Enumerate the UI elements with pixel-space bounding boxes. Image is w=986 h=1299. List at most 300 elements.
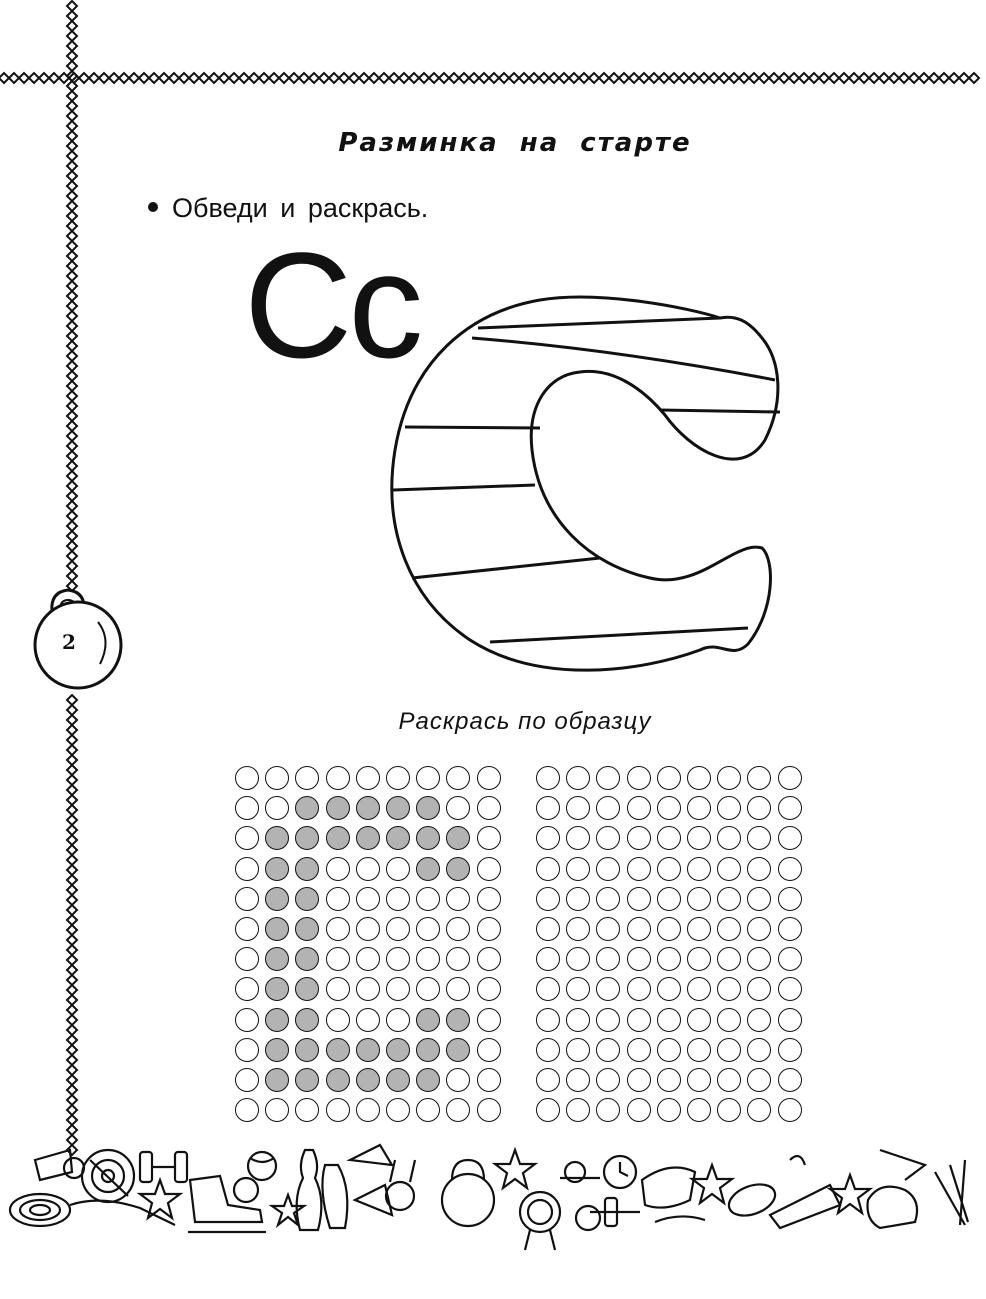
- chain-link: [569, 73, 579, 83]
- grid-dot: [235, 857, 259, 881]
- chain-link: [67, 995, 77, 1005]
- chain-link: [229, 73, 239, 83]
- chain-link: [67, 391, 77, 401]
- chain-link: [67, 231, 77, 241]
- chain-link: [67, 101, 77, 111]
- chain-link: [67, 251, 77, 261]
- grid-dot: [446, 1098, 470, 1122]
- chain-link: [67, 745, 77, 755]
- grid-dot[interactable]: [657, 1098, 681, 1122]
- grid-dot[interactable]: [717, 1098, 741, 1122]
- grid-dot[interactable]: [778, 766, 802, 790]
- chain-link: [629, 73, 639, 83]
- chain-link: [899, 73, 909, 83]
- grid-dot[interactable]: [566, 947, 590, 971]
- grid-dot: [416, 1038, 440, 1062]
- grid-dot: [235, 766, 259, 790]
- chain-link: [669, 73, 679, 83]
- grid-dot[interactable]: [778, 1008, 802, 1032]
- grid-dot[interactable]: [717, 1008, 741, 1032]
- chain-link: [189, 73, 199, 83]
- grid-dot[interactable]: [627, 826, 651, 850]
- grid-dot: [265, 1038, 289, 1062]
- grid-dot: [416, 826, 440, 850]
- grid-dot: [295, 887, 319, 911]
- chain-link: [67, 281, 77, 291]
- grid-dot[interactable]: [627, 1098, 651, 1122]
- grid-dot: [295, 1008, 319, 1032]
- kettlebell-icon: [442, 1160, 494, 1226]
- chain-link: [99, 73, 109, 83]
- grid-dot: [295, 857, 319, 881]
- chain-link: [67, 531, 77, 541]
- grid-dot[interactable]: [657, 766, 681, 790]
- grid-dot: [326, 977, 350, 1001]
- grid-dot[interactable]: [536, 947, 560, 971]
- chain-link: [67, 241, 77, 251]
- stopwatch-icon: [604, 1156, 636, 1188]
- whistle-icon: [35, 1150, 84, 1180]
- grid-dot[interactable]: [717, 766, 741, 790]
- grid-dot[interactable]: [596, 826, 620, 850]
- grid-dot[interactable]: [687, 826, 711, 850]
- grid-dot[interactable]: [687, 1098, 711, 1122]
- grid-dot[interactable]: [627, 766, 651, 790]
- chain-link: [67, 161, 77, 171]
- grid-dot[interactable]: [717, 857, 741, 881]
- chain-link: [67, 341, 77, 351]
- chain-link: [519, 73, 529, 83]
- chain-link: [67, 1055, 77, 1065]
- grid-dot[interactable]: [747, 1008, 771, 1032]
- grid-dot[interactable]: [778, 947, 802, 971]
- chain-link: [579, 73, 589, 83]
- grid-dot[interactable]: [747, 1068, 771, 1092]
- grid-dot: [356, 917, 380, 941]
- grid-dot[interactable]: [687, 917, 711, 941]
- grid-dot[interactable]: [566, 1068, 590, 1092]
- chain-link: [67, 361, 77, 371]
- chain-link: [67, 221, 77, 231]
- grid-dot: [477, 917, 501, 941]
- grid-dot[interactable]: [747, 857, 771, 881]
- grid-dot[interactable]: [778, 917, 802, 941]
- chain-link: [67, 915, 77, 925]
- boxing-glove-icon: [868, 1150, 926, 1228]
- chain-link: [67, 381, 77, 391]
- chain-link: [219, 73, 229, 83]
- grid-dot: [416, 947, 440, 971]
- grid-dot[interactable]: [627, 1038, 651, 1062]
- grid-dot[interactable]: [536, 977, 560, 1001]
- grid-dot[interactable]: [657, 1008, 681, 1032]
- page-title: Разминка на старте: [338, 128, 692, 158]
- grid-dot[interactable]: [627, 796, 651, 820]
- grid-dot[interactable]: [747, 1038, 771, 1062]
- grid-dot[interactable]: [717, 887, 741, 911]
- grid-dot: [356, 1008, 380, 1032]
- grid-dot: [446, 977, 470, 1001]
- grid-dot[interactable]: [566, 1038, 590, 1062]
- grid-dot[interactable]: [596, 766, 620, 790]
- grid-dot[interactable]: [717, 796, 741, 820]
- chain-link: [769, 73, 779, 83]
- chain-link: [129, 73, 139, 83]
- chain-link: [67, 321, 77, 331]
- grid-dot: [235, 796, 259, 820]
- grid-dot[interactable]: [596, 917, 620, 941]
- star-icon: [495, 1150, 535, 1188]
- chain-link: [67, 291, 77, 301]
- dumbbell-icon: [140, 1152, 187, 1182]
- grid-dot[interactable]: [747, 947, 771, 971]
- grid-dot: [386, 1098, 410, 1122]
- chain-link: [349, 73, 359, 83]
- chain-link: [649, 73, 659, 83]
- grid-dot[interactable]: [687, 887, 711, 911]
- chain-link: [399, 73, 409, 83]
- chain-link: [67, 765, 77, 775]
- grid-dot[interactable]: [566, 887, 590, 911]
- chain-link: [779, 73, 789, 83]
- chain-link: [859, 73, 869, 83]
- grid-dot: [386, 766, 410, 790]
- grid-dot: [416, 887, 440, 911]
- grid-dot: [356, 796, 380, 820]
- grid-dot[interactable]: [536, 796, 560, 820]
- grid-dot: [446, 796, 470, 820]
- chain-link: [439, 73, 449, 83]
- bullet-icon: [148, 202, 158, 212]
- grid-dot[interactable]: [536, 887, 560, 911]
- grid-dot: [477, 826, 501, 850]
- grid-dot[interactable]: [566, 977, 590, 1001]
- chain-link: [67, 351, 77, 361]
- chain-link: [67, 875, 77, 885]
- grid-dot[interactable]: [657, 857, 681, 881]
- grid-dot[interactable]: [778, 826, 802, 850]
- grid-dot[interactable]: [687, 947, 711, 971]
- chain-link: [67, 805, 77, 815]
- chain-link: [67, 955, 77, 965]
- grid-dot: [295, 977, 319, 1001]
- ball-icon: [234, 1152, 276, 1202]
- grid-dot[interactable]: [778, 857, 802, 881]
- grid-dot[interactable]: [778, 1038, 802, 1062]
- chain-link: [139, 73, 149, 83]
- grid-dot: [386, 1008, 410, 1032]
- rosette-icon: [520, 1192, 560, 1250]
- chain-link: [589, 73, 599, 83]
- chain-link: [749, 73, 759, 83]
- grid-dot: [326, 1008, 350, 1032]
- grid-dot: [326, 1038, 350, 1062]
- chain-link: [939, 73, 949, 83]
- skate-icon: [188, 1176, 266, 1232]
- grid-dot[interactable]: [657, 1038, 681, 1062]
- grid-dot[interactable]: [566, 1008, 590, 1032]
- grid-dot[interactable]: [627, 1008, 651, 1032]
- grid-dot[interactable]: [747, 826, 771, 850]
- chain-link: [169, 73, 179, 83]
- grid-dot[interactable]: [747, 1098, 771, 1122]
- grid-dot[interactable]: [747, 917, 771, 941]
- grid-dot[interactable]: [627, 917, 651, 941]
- grid-dot[interactable]: [566, 796, 590, 820]
- grid-dot: [386, 887, 410, 911]
- star-icon: [140, 1180, 180, 1218]
- grid-dot[interactable]: [778, 796, 802, 820]
- chain-link: [67, 451, 77, 461]
- grid-dot: [235, 1008, 259, 1032]
- grid-dot: [477, 887, 501, 911]
- chain-link: [67, 181, 77, 191]
- grid-dot: [386, 857, 410, 881]
- chain-link: [67, 1075, 77, 1085]
- chain-link: [789, 73, 799, 83]
- grid-dot[interactable]: [717, 947, 741, 971]
- grid-dot[interactable]: [566, 917, 590, 941]
- grid-dot[interactable]: [627, 857, 651, 881]
- chain-link: [67, 1065, 77, 1075]
- grid-dot[interactable]: [657, 826, 681, 850]
- grid-dot[interactable]: [657, 796, 681, 820]
- grid-dot[interactable]: [596, 947, 620, 971]
- sample-dot-grid: [235, 766, 505, 1126]
- chain-link: [639, 73, 649, 83]
- grid-dot: [265, 766, 289, 790]
- grid-dot: [295, 947, 319, 971]
- medal-icon: [386, 1160, 415, 1210]
- grid-dot[interactable]: [566, 857, 590, 881]
- grid-dot[interactable]: [566, 1098, 590, 1122]
- grid-dot: [446, 917, 470, 941]
- chain-link: [609, 73, 619, 83]
- grid-dot[interactable]: [536, 1008, 560, 1032]
- grid-dot: [446, 947, 470, 971]
- grid-dot[interactable]: [596, 1038, 620, 1062]
- grid-dot[interactable]: [687, 1008, 711, 1032]
- grid-dot[interactable]: [747, 766, 771, 790]
- grid-dot[interactable]: [717, 977, 741, 1001]
- chain-link: [359, 73, 369, 83]
- blank-dot-grid[interactable]: [536, 766, 806, 1126]
- chain-link: [67, 411, 77, 421]
- chain-link: [67, 191, 77, 201]
- chain-link: [67, 551, 77, 561]
- grid-dot: [265, 887, 289, 911]
- grid-dot[interactable]: [627, 1068, 651, 1092]
- grid-dot[interactable]: [627, 947, 651, 971]
- chain-link: [67, 845, 77, 855]
- letter-sample: Cc: [244, 221, 420, 389]
- grid-dot[interactable]: [717, 826, 741, 850]
- chain-link: [849, 73, 859, 83]
- page-number: 2: [62, 630, 76, 654]
- grid-dot: [477, 766, 501, 790]
- grid-dot[interactable]: [627, 977, 651, 1001]
- grid-dot[interactable]: [596, 1068, 620, 1092]
- grid-dot[interactable]: [687, 796, 711, 820]
- chain-link: [909, 73, 919, 83]
- grid-dot[interactable]: [717, 1068, 741, 1092]
- chain-link: [709, 73, 719, 83]
- chain-link: [419, 73, 429, 83]
- chain-link: [249, 73, 259, 83]
- grid-dot: [416, 917, 440, 941]
- grid-dot: [326, 887, 350, 911]
- grid-dot[interactable]: [747, 977, 771, 1001]
- chain-link: [67, 755, 77, 765]
- grid-dot: [265, 796, 289, 820]
- chain-link: [819, 73, 829, 83]
- grid-dot[interactable]: [687, 857, 711, 881]
- chain-link: [67, 431, 77, 441]
- grid-dot[interactable]: [536, 917, 560, 941]
- grid-dot: [416, 1008, 440, 1032]
- grid-dot[interactable]: [687, 977, 711, 1001]
- grid-dot[interactable]: [536, 826, 560, 850]
- grid-dot: [295, 917, 319, 941]
- chain-link: [67, 441, 77, 451]
- grid-dot[interactable]: [778, 977, 802, 1001]
- chain-link: [829, 73, 839, 83]
- grid-dot[interactable]: [536, 1098, 560, 1122]
- grid-dot[interactable]: [596, 887, 620, 911]
- task-instruction: [148, 193, 428, 224]
- grid-dot[interactable]: [687, 766, 711, 790]
- grid-dot: [265, 947, 289, 971]
- grid-dot: [477, 977, 501, 1001]
- chain-link: [149, 73, 159, 83]
- grid-dot[interactable]: [536, 857, 560, 881]
- grid-dot[interactable]: [747, 796, 771, 820]
- chain-link: [67, 271, 77, 281]
- chain-link: [499, 73, 509, 83]
- grid-dot: [295, 826, 319, 850]
- chain-link: [9, 73, 19, 83]
- chain-link: [259, 73, 269, 83]
- grid-dot[interactable]: [566, 826, 590, 850]
- chain-link: [89, 73, 99, 83]
- chain-link: [67, 695, 77, 705]
- grid-dot[interactable]: [657, 947, 681, 971]
- chain-link: [199, 73, 209, 83]
- chain-link: [279, 73, 289, 83]
- grid-dot[interactable]: [596, 796, 620, 820]
- grid-dot: [356, 1038, 380, 1062]
- grid-dot[interactable]: [566, 766, 590, 790]
- chain-link: [289, 73, 299, 83]
- chain-link: [67, 1135, 77, 1145]
- grid-dot[interactable]: [778, 887, 802, 911]
- chain-link: [67, 261, 77, 271]
- chain-link: [67, 311, 77, 321]
- bowling-icon: [297, 1150, 348, 1230]
- chain-link: [959, 73, 969, 83]
- grid-dot: [446, 887, 470, 911]
- chain-link: [369, 73, 379, 83]
- grid-dot[interactable]: [596, 977, 620, 1001]
- chain-link: [67, 111, 77, 121]
- grid-dot: [446, 1008, 470, 1032]
- grid-dot: [326, 796, 350, 820]
- chain-link: [67, 895, 77, 905]
- grid-dot[interactable]: [536, 1038, 560, 1062]
- grid-dot[interactable]: [596, 857, 620, 881]
- grid-dot: [356, 977, 380, 1001]
- grid-dot[interactable]: [747, 887, 771, 911]
- grid-dot[interactable]: [657, 1068, 681, 1092]
- grid-dot[interactable]: [596, 1098, 620, 1122]
- grid-dot[interactable]: [657, 887, 681, 911]
- chain-link: [719, 73, 729, 83]
- grid-dot: [356, 766, 380, 790]
- grid-dot[interactable]: [778, 1068, 802, 1092]
- grid-dot[interactable]: [596, 1008, 620, 1032]
- grid-dot[interactable]: [536, 766, 560, 790]
- goggles-icon: [642, 1168, 705, 1223]
- grid-dot[interactable]: [687, 1038, 711, 1062]
- chain-link: [389, 73, 399, 83]
- chain-link: [49, 73, 59, 83]
- chain-link: [879, 73, 889, 83]
- chain-link: [309, 73, 319, 83]
- grid-dot: [356, 947, 380, 971]
- chain-link: [529, 73, 539, 83]
- chain-link: [67, 885, 77, 895]
- grid-dot[interactable]: [536, 1068, 560, 1092]
- chain-link: [67, 171, 77, 181]
- grid-dot[interactable]: [657, 977, 681, 1001]
- chain-link: [689, 73, 699, 83]
- dartboard-icon: [82, 1150, 134, 1202]
- grid-dot: [386, 977, 410, 1001]
- shuttlecock-icon: [350, 1145, 392, 1215]
- chain-link: [329, 73, 339, 83]
- grid-dot: [235, 977, 259, 1001]
- chain-link: [929, 73, 939, 83]
- chain-link: [379, 73, 389, 83]
- grid-dot[interactable]: [627, 887, 651, 911]
- grid-dot: [386, 1038, 410, 1062]
- chain-link: [549, 73, 559, 83]
- chain-link: [759, 73, 769, 83]
- chain-link: [67, 1005, 77, 1015]
- grid-dot: [386, 917, 410, 941]
- grid-dot[interactable]: [717, 917, 741, 941]
- chain-link: [339, 73, 349, 83]
- grid-dot[interactable]: [778, 1098, 802, 1122]
- chain-link: [429, 73, 439, 83]
- chain-link: [67, 965, 77, 975]
- chain-link: [29, 73, 39, 83]
- chain-link: [67, 1095, 77, 1105]
- grid-dot: [356, 1068, 380, 1092]
- chain-link: [809, 73, 819, 83]
- chain-link: [889, 73, 899, 83]
- chain-link: [269, 73, 279, 83]
- grid-dot[interactable]: [657, 917, 681, 941]
- grid-dot: [326, 1068, 350, 1092]
- chain-link: [67, 975, 77, 985]
- grid-dot[interactable]: [717, 1038, 741, 1062]
- grid-dot: [326, 947, 350, 971]
- grid-dot[interactable]: [687, 1068, 711, 1092]
- grid-dot: [265, 917, 289, 941]
- chain-link: [479, 73, 489, 83]
- chain-link: [67, 511, 77, 521]
